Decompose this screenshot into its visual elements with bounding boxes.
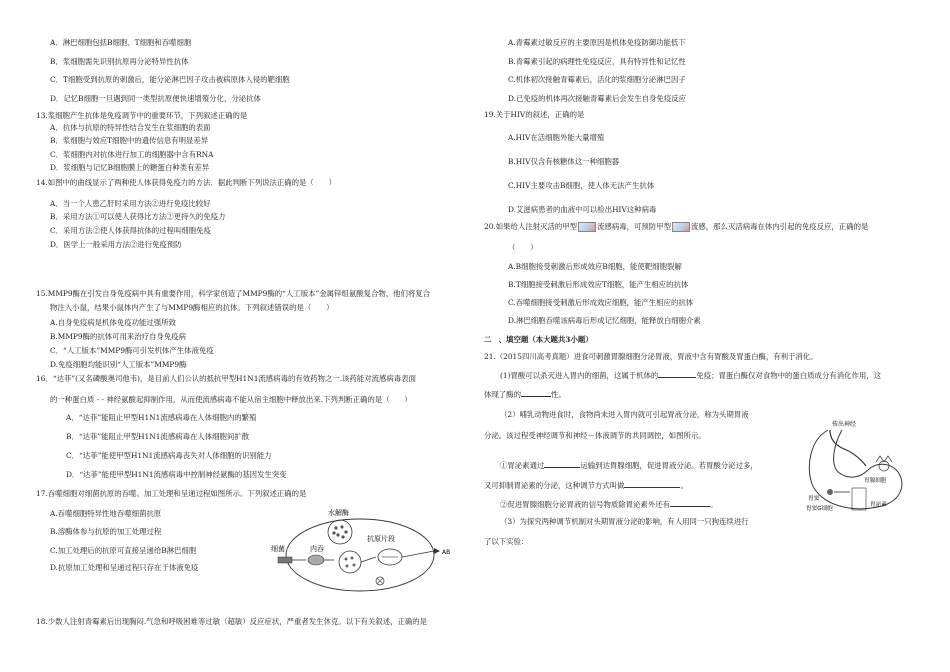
q21-part1-text-b: 免疫；胃蛋白酶仅对食物中的蛋白质成分有消化作用，这 [696, 371, 882, 380]
q14-option-c: C．采用方法②使人体获得抗体的过程叫细胞免疫 [50, 226, 211, 235]
lysosome [328, 520, 352, 544]
q12-option-b: B．浆细胞需先识别抗原再分泌特异性抗体 [50, 57, 189, 66]
q18-option-d: D.已免疫的机体再次接触青霉素后会发生自身免疫反应 [508, 94, 686, 103]
q19-stem: 19.关于HIV的叙述，正确的是 [484, 110, 585, 119]
q15-option-c: C．“人工版本”MMP9酶可引发机体产生体液免疫 [50, 346, 214, 355]
q20-option-b: B.T细胞接受刺激后形成效应T细胞，能产生相应的抗体 [508, 280, 689, 289]
digested-fragments [345, 557, 356, 568]
inline-image-icon [672, 222, 690, 232]
antrum-label: 胃窦 [808, 496, 820, 502]
q21-part3-text-c: 又可抑制胃泌素的分泌，这种调节方式叫做 [484, 481, 625, 490]
q13-option-b: B．浆细胞与效应T细胞中的遗传信息有明显差异 [50, 136, 209, 145]
q18-option-b: B.青霉素引起的病理性免疫反应，具有特异性和记忆性 [508, 57, 686, 66]
q12-option-a: A．淋巴细胞包括B细胞、T细胞和吞噬细胞 [50, 38, 192, 47]
g-cell-label: 胃窦G细胞 [806, 506, 833, 512]
g-cell-dot [827, 489, 833, 495]
antigen-processing-figure [270, 505, 450, 595]
q20-stem-part3: 流感，那么灭活病毒在体内引起的免疫反应，正确的是 [690, 222, 869, 231]
arrow-head-present [434, 548, 440, 554]
q16-stem-line2: 的一种蛋白质 - - 神经氨酸起抑制作用，从而使流感病毒不能从宿主细胞中释放出来.下列判断正确的是（ ） [50, 395, 412, 404]
q21-part2-line1: （2）哺乳动物进食时，食物尚未进入胃内就可引起胃液分泌，称为头期胃液 [500, 410, 749, 419]
blood-vessel [852, 488, 866, 510]
q21-part3-text-b: 运输到达胃腺细胞，促进胃液分泌。若胃酸分泌过多， [580, 461, 758, 470]
q21-part1-text-a: (1)胃酸可以杀灭进入胃内的细菌，这属于机体的 [500, 371, 659, 380]
answer-blank-2[interactable] [521, 389, 551, 397]
q17-option-d: D.抗原加工处理和呈递过程只存在于体液免疫 [50, 563, 199, 572]
phagosome [308, 555, 324, 565]
q19-option-b: B.HIV仅含有核糖体这一种细胞器 [508, 157, 620, 166]
q20-option-c: C.吞噬细胞接受刺激后形成效应细胞，能产生相应的抗体 [508, 298, 694, 307]
gastric-gland-label: 胃腺细胞 [864, 478, 887, 484]
q20-option-d: D.淋巴细胞吞噬该病毒后形成记忆细胞，能释放白细胞介素 [508, 316, 701, 325]
gastrin-label: 胃泌素 [870, 502, 887, 508]
q18-stem: 18.少数人注射青霉素后出现胸闷.气急和呼吸困难等过敏（超敏）反应症状，严重者发生休克。以下有关叙述，正确的是 [36, 617, 428, 626]
q21-part4-text-b: 。 [710, 500, 718, 509]
q17-stem: 17.吞噬细胞对细菌抗原的吞噬、加工处理和呈递过程如图所示。下列叙述正确的是 [36, 489, 307, 498]
lysosome-enzymes [332, 525, 347, 538]
q13-option-a: A．抗体与抗原的特异性结合发生在浆细胞的表面 [50, 123, 211, 132]
inline-image-icon [578, 222, 596, 232]
q14-stem: 14.如图中的曲线显示了两种使人体获得免疫力的方法．据此判断下列说法正确的是（ ） [36, 178, 336, 187]
section-heading-fill-in: 二 、填空题（本大题共3小题） [484, 335, 593, 344]
q12-option-d: D．记忆B细胞一旦遇到同一类型抗原便快速增殖分化，分泌抗体 [50, 94, 261, 103]
q15-option-a: A.自身免疫病是机体免疫功能过强所致 [50, 318, 176, 327]
q21-part3-line1 [500, 460, 758, 471]
q15-option-b: B.MMP9酶的抗体可用来治疗自身免疫病 [50, 332, 187, 341]
q14-option-a: A．当一个人患乙肝时采用方法②进行免疫比较好 [50, 199, 211, 208]
arrow-present [402, 551, 434, 557]
q16-stem-line1: 16．“达菲”(又名磷酸奥司他韦)，是目前人们公认的抵抗甲型H1N1流感病毒的有效药物之一.该药能对流感病毒表面 [36, 374, 416, 383]
q20-stem-line1 [484, 222, 868, 232]
q18-option-a: A.青霉素过敏反应的主要原因是机体免疫防御功能低下 [508, 38, 686, 47]
q19-option-c: C.HIV主要攻击B细胞，使人体无法产生抗体 [508, 181, 655, 190]
q16-option-d: D．“达菲”能使甲型H1N1流感病毒中控制神经氨酶的基因发生突变 [66, 470, 287, 479]
bacterium-shape [278, 557, 292, 563]
answer-blank-4[interactable] [624, 480, 680, 488]
phagolysosome [339, 551, 361, 573]
q20-stem-part1: 20.如果给人注射灭活的甲型 [484, 222, 578, 231]
q20-option-a: A.B细胞接受刺激后形成效应B细胞，能使靶细胞裂解 [508, 262, 682, 271]
gastric-regulation-figure [790, 418, 910, 522]
endocytosis-label: 内吞 [310, 545, 324, 553]
q15-stem-line1: 15.MMP9酶在引发自身免疫病中具有重要作用，科学家创造了MMP9酶的“人工版本”金属锌组氨酸复合物，他们将复合 [36, 289, 431, 298]
q21-part3-text-d: 。 [680, 481, 688, 490]
q14-option-b: B．采用方法①可以使人获得比方法②更持久的免疫力 [50, 212, 226, 221]
surface-receptor-label: AB [442, 549, 451, 556]
q13-option-c: C．浆细胞内对抗体进行加工的细胞器中含有RNA [50, 150, 214, 159]
q21-part3-line2 [484, 480, 688, 491]
q15-option-d: D.免疫细胞均能识别“人工版本”MMP9酶 [50, 360, 187, 369]
q17-option-b: B.溶酶体参与抗原的加工处理过程 [50, 527, 162, 536]
hydrolase-label: 水解酶 [328, 509, 349, 517]
answer-blank-3[interactable] [544, 460, 580, 468]
q21-part1-line2 [484, 389, 566, 400]
q12-option-c: C．T细胞受到抗原的刺激后，能分泌淋巴因子攻击被病原体入侵的靶细胞 [50, 75, 290, 84]
q20-stem-part2: 流感病毒，可预防甲型 [597, 222, 671, 231]
q21-part5-line2: 了以下实验： [484, 537, 529, 546]
q21-part2-line2: 分泌。该过程受神经调节和神经－体液调节的共同调控，如图所示。 [484, 431, 706, 440]
q21-part1-line1 [500, 370, 881, 381]
efferent-nerve-label: 传出神经 [832, 421, 857, 428]
answer-blank-1[interactable] [658, 370, 696, 378]
q17-option-c: C.加工处理后的抗原可直接呈递给B淋巴细胞 [50, 546, 197, 555]
q19-option-a: A.HIV在活细胞外能大量增殖 [508, 133, 605, 142]
q21-part1-text-d: 性。 [550, 390, 566, 399]
q21-part1-text-c: 体现了酶的 [484, 390, 521, 399]
q19-option-d: D.艾滋病患者的血液中可以检出HIV这种病毒 [508, 205, 657, 214]
q14-option-d: D．医学上一般采用方法②进行免疫预防 [50, 240, 182, 249]
q18-option-c: C.机体初次接触青霉素后，活化的浆细胞分泌淋巴因子 [508, 75, 686, 84]
q21-part4-text-a: ②促进胃腺细胞分泌胃液的信号物质除胃泌素外还有 [500, 500, 670, 509]
arrow-fragment [361, 557, 376, 562]
antigen-fragment-label: 抗原片段 [367, 535, 395, 543]
q21-part3-text-a: ①胃泌素通过 [500, 461, 545, 470]
q13-option-d: D．浆细胞与记忆B细胞膜上的糖蛋白种类有差异 [50, 163, 210, 172]
q16-option-c: C．“达菲”能使甲型H1N1流感病毒丧失对人体细胞的识别能力 [66, 451, 272, 460]
q21-part4-line [500, 499, 717, 510]
q21-part5-line1: （3）为探究两种调节机制对头期胃液分泌的影响，有人用同一只狗连续进行 [500, 517, 749, 526]
q21-stem: 21.（2015四川高考真题）进食可刺激胃腺细胞分泌胃液，胃液中含有胃酸及胃蛋白酶，有利于消化。 [484, 352, 818, 361]
q13-stem: 13.浆细胞产生抗体是免疫调节中的重要环节，下列叙述正确的是 [36, 111, 248, 120]
q20-stem-line2: （ ） [508, 243, 538, 252]
bacteria-label: 细菌 [271, 545, 285, 553]
q17-option-a: A.吞噬细胞特异性地吞噬细菌抗原 [50, 509, 162, 518]
q16-option-a: A．“达菲”能阻止甲型H1N1流感病毒在人体细胞内的繁殖 [66, 413, 257, 422]
q16-option-b: B．“达菲”能阻止甲型H1N1流感病毒在人体细胞间扩散 [66, 432, 250, 441]
q15-stem-line2: 物注入小鼠，结果小鼠体内产生了与MMP9酶相应的抗体。下列叙述错误的是（ ） [50, 303, 334, 312]
answer-blank-5[interactable] [670, 499, 710, 507]
